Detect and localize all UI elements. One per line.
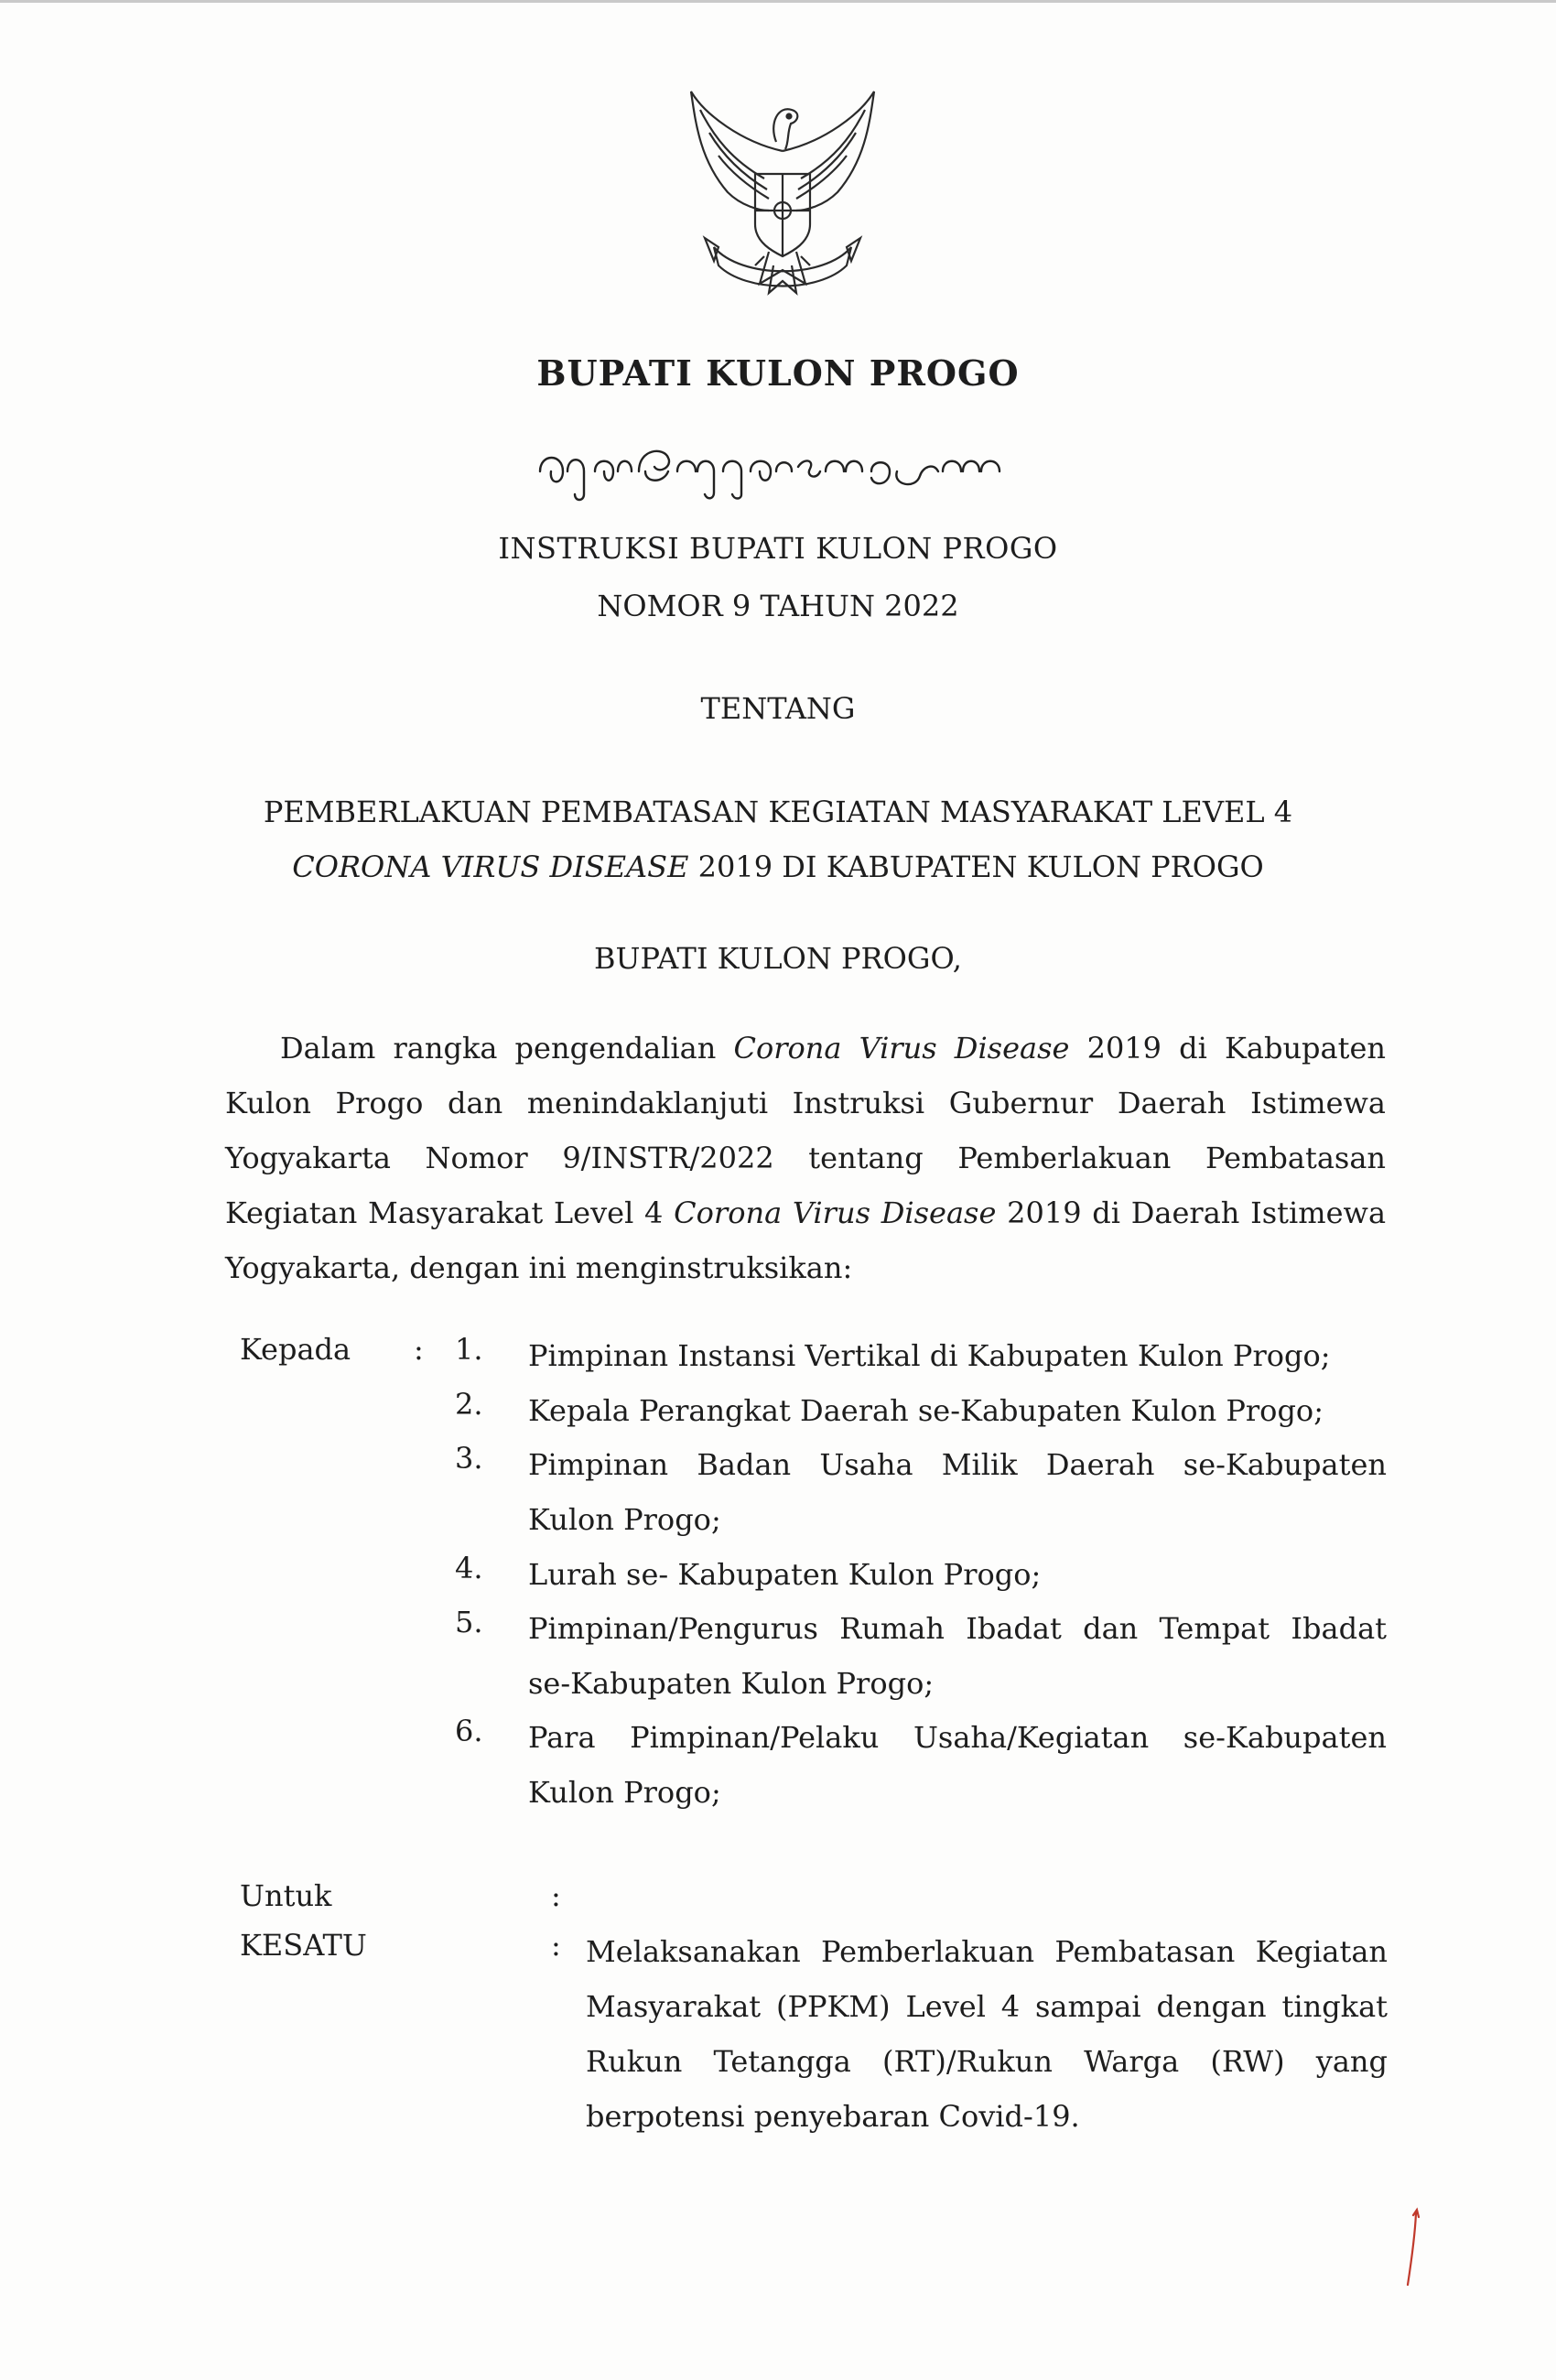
intro-line-5: Yogyakarta, dengan ini menginstruksikan: [225, 1250, 853, 1285]
list-item: Pimpinan Instansi Vertikal di Kabupaten Kulon Progo; [528, 1338, 1331, 1373]
intro-line-3: Yogyakarta Nomor 9/INSTR/2022 tentang Pemberlakuan Pembatasan [225, 1141, 1386, 1175]
scan-edge-line [0, 0, 1556, 3]
kepada-label: Kepada [240, 1332, 351, 1367]
untuk-colon: : [551, 1878, 561, 1913]
list-item: Lurah se- Kabupaten Kulon Progo; [528, 1557, 1042, 1592]
document-type: INSTRUKSI BUPATI KULON PROGO [498, 531, 1058, 566]
garuda-emblem-icon [677, 87, 888, 316]
list-item: Kepala Perangkat Daerah se-Kabupaten Kulon Progo; [528, 1393, 1324, 1428]
item-number: 4. [455, 1551, 483, 1585]
kesatu-label: KESATU [240, 1928, 367, 1963]
kepada-colon: : [414, 1332, 424, 1367]
list-item: Pimpinan/Pengurus Rumah Ibadat dan Tempat Ibadat se-Kabupaten Kulon Progo; [528, 1611, 1387, 1701]
intro-line-2: Kulon Progo dan menindaklanjuti Instruksi Gubernur Daerah Istimewa [225, 1086, 1386, 1120]
javanese-script-icon [531, 430, 1025, 503]
intro-paragraph [225, 1021, 1386, 1295]
initial-mark-icon [1400, 2206, 1428, 2288]
document-number: NOMOR 9 TAHUN 2022 [597, 589, 959, 623]
item-number: 2. [455, 1387, 483, 1422]
subject-italic: CORONA VIRUS DISEASE [292, 849, 689, 884]
intro-line-1: Dalam rangka pengendalian Corona Virus Disease 2019 di Kabupaten [280, 1031, 1387, 1066]
subject-rest: 2019 DI KABUPATEN KULON PROGO [688, 849, 1264, 884]
list-item: Pimpinan Badan Usaha Milik Daerah se-Kabupaten Kulon Progo; [528, 1447, 1387, 1537]
kesatu-text: Melaksanakan Pemberlakuan Pembatasan Kegiatan Masyarakat (PPKM) Level 4 sampai dengan tingkat Rukun Tetangga (RT)/Rukun Warga (RW) yang berpotensi penyebaran Covid-19. [586, 1934, 1388, 2134]
untuk-label: Untuk [240, 1878, 332, 1913]
bupati-heading: BUPATI KULON PROGO, [594, 941, 962, 976]
tentang-heading: TENTANG [700, 691, 856, 726]
list-item: Para Pimpinan/Pelaku Usaha/Kegiatan se-Kabupaten Kulon Progo; [528, 1720, 1387, 1810]
item-number: 5. [455, 1605, 483, 1639]
kesatu-colon: : [551, 1928, 561, 1963]
item-number: 1. [455, 1332, 483, 1367]
subject-line-2 [0, 849, 1556, 884]
header-title: BUPATI KULON PROGO [536, 352, 1020, 394]
subject-line-1: PEMBERLAKUAN PEMBATASAN KEGIATAN MASYARAKAT LEVEL 4 [263, 795, 1293, 829]
item-number: 3. [455, 1441, 483, 1476]
intro-line-4: Kegiatan Masyarakat Level 4 Corona Virus Disease 2019 di Daerah Istimewa [225, 1195, 1387, 1230]
item-number: 6. [455, 1714, 483, 1748]
